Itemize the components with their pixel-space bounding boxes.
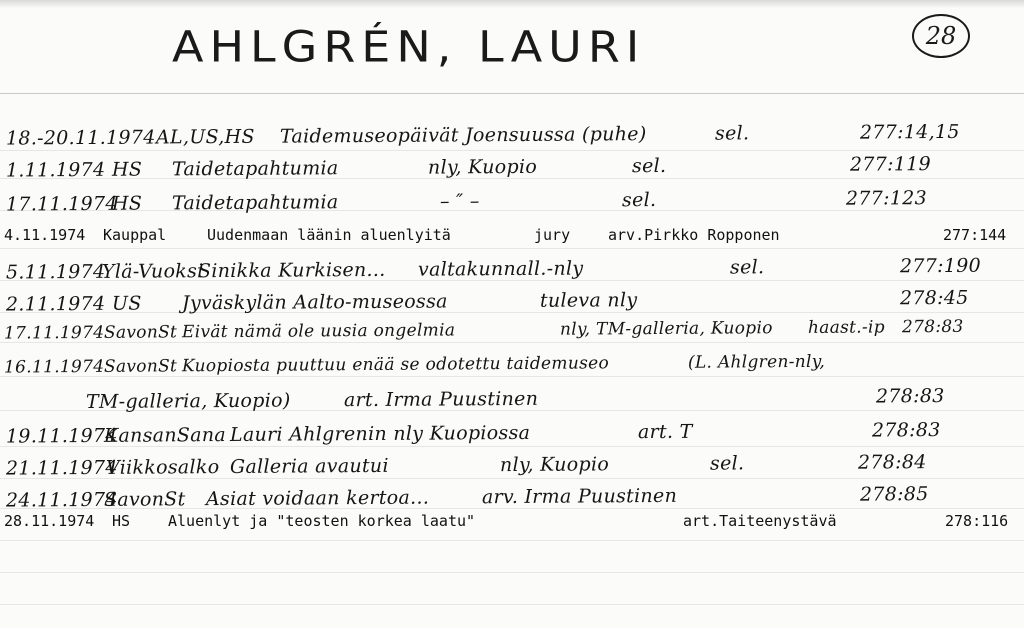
entry-ref: 278:83 [901, 316, 964, 338]
entry-source: US [111, 292, 142, 315]
entry-note: tuleva nly [539, 289, 638, 312]
entry-source: HS [112, 512, 131, 530]
entry-row [0, 512, 1024, 538]
entry-date: 16.11.1974 [3, 356, 105, 378]
entry-title: Jyväskylän Aalto-museossa [181, 290, 448, 315]
entry-source: AL,US,HS [155, 125, 255, 149]
ruled-line [0, 540, 1024, 541]
entry-title: Kuopiosta puuttuu enää se odotettu taidemuseo [181, 353, 610, 377]
entry-title: TM-galleria, Kuopio) [85, 389, 291, 413]
entry-date: 24.11.1974 [5, 488, 118, 512]
entry-note: nly, TM-galleria, Kuopio [559, 318, 773, 340]
entry-date: 28.11.1974 [4, 512, 95, 530]
entry-extra: sel. [709, 452, 745, 475]
entry-note: – ″ – [439, 190, 480, 213]
entry-date: 18.-20.11.1974 [5, 126, 156, 150]
entry-source: Kauppal [103, 226, 167, 244]
entry-row [0, 350, 1024, 383]
entry-title: Sinikka Kurkisen... [197, 258, 386, 283]
entry-ref: 278:45 [899, 286, 969, 310]
entry-note: nly, Kuopio [499, 453, 610, 477]
entry-date: 2.11.1974 [5, 292, 106, 316]
entry-note: nly, Kuopio [427, 155, 538, 179]
entry-extra: sel. [621, 188, 657, 212]
entry-ref: 278:83 [871, 419, 941, 442]
entry-source: SavonSt [103, 488, 186, 511]
entry-ref: 277:119 [849, 153, 932, 176]
entry-source: SavonSt [103, 356, 178, 377]
entry-ref: 278:116 [945, 512, 1009, 530]
entry-note: art. Irma Puustinen [343, 387, 539, 412]
entry-date: 17.11.1974 [3, 322, 105, 344]
entry-row [0, 384, 1024, 417]
entry-ref: 277:190 [899, 254, 982, 278]
entry-note: sel. [714, 122, 750, 145]
entry-ref: 278:84 [857, 451, 927, 474]
entry-date: 17.11.1974 [5, 192, 118, 216]
entry-source: HS [111, 158, 143, 181]
entry-note: (L. Ahlgren-nly, [687, 351, 826, 373]
entry-source: Ylä-Vuoksi [101, 260, 204, 283]
entry-extra: arv.Pirkko Ropponen [608, 226, 780, 244]
entry-ref: 278:83 [875, 384, 945, 408]
entry-row [0, 120, 1024, 153]
entry-source: Viikkosalko [105, 456, 220, 479]
card-number: 28 [912, 14, 970, 58]
entry-row [0, 286, 1024, 319]
entry-row [0, 186, 1024, 219]
entry-source: SavonSt [103, 322, 178, 343]
entry-ref: 277:144 [943, 226, 1007, 244]
entry-extra: sel. [729, 256, 765, 279]
entry-title: Eivät nämä ole uusia ongelmia [181, 320, 456, 343]
card-top-edge [0, 0, 1024, 8]
entry-date: 21.11.1974 [5, 456, 118, 480]
entry-row [0, 152, 1024, 185]
entry-title: Asiat voidaan kertoa... [205, 486, 430, 511]
entry-extra: sel. [631, 154, 667, 178]
entry-ref: 277:123 [845, 187, 928, 210]
entry-date: 5.11.1974 [5, 260, 106, 284]
entry-row [0, 316, 1024, 349]
entry-note: art.Taiteenystävä [683, 512, 837, 530]
entry-title: Lauri Ahlgrenin nly Kuopiossa [229, 421, 531, 446]
entry-date: 19.11.1974 [5, 424, 118, 448]
entry-row [0, 254, 1024, 287]
entry-note: arv. Irma Puustinen [481, 484, 678, 509]
entry-extra: haast.-ip [807, 317, 885, 338]
entry-source: KansanSana [103, 423, 227, 447]
entry-date: 4.11.1974 [4, 226, 86, 244]
ruled-line [0, 572, 1024, 573]
entry-title: Taidetapahtumia [171, 157, 339, 181]
entry-source: HS [111, 192, 143, 215]
entry-title: Taidetapahtumia [171, 191, 339, 215]
entry-ref: 277:14,15 [859, 120, 960, 144]
entry-row [0, 482, 1024, 515]
card-title: AHLGRÉN, LAURI [172, 22, 646, 72]
ruled-line [0, 604, 1024, 605]
entry-note: valtakunnall.-nly [417, 257, 584, 281]
entry-title: Uudenmaan läänin aluenlyitä [207, 226, 451, 244]
entry-title: Aluenlyt ja "teosten korkea laatu" [168, 512, 476, 530]
entry-row [0, 226, 1024, 252]
entry-ref: 278:85 [859, 483, 929, 506]
header-rule [0, 93, 1024, 94]
entry-note: jury [534, 226, 571, 244]
entry-title: Taidemuseopäivät Joensuussa (puhe) [279, 123, 647, 148]
entry-title: Galleria avautui [229, 454, 389, 478]
entry-note: art. T [637, 420, 693, 444]
entry-date: 1.11.1974 [5, 158, 106, 182]
